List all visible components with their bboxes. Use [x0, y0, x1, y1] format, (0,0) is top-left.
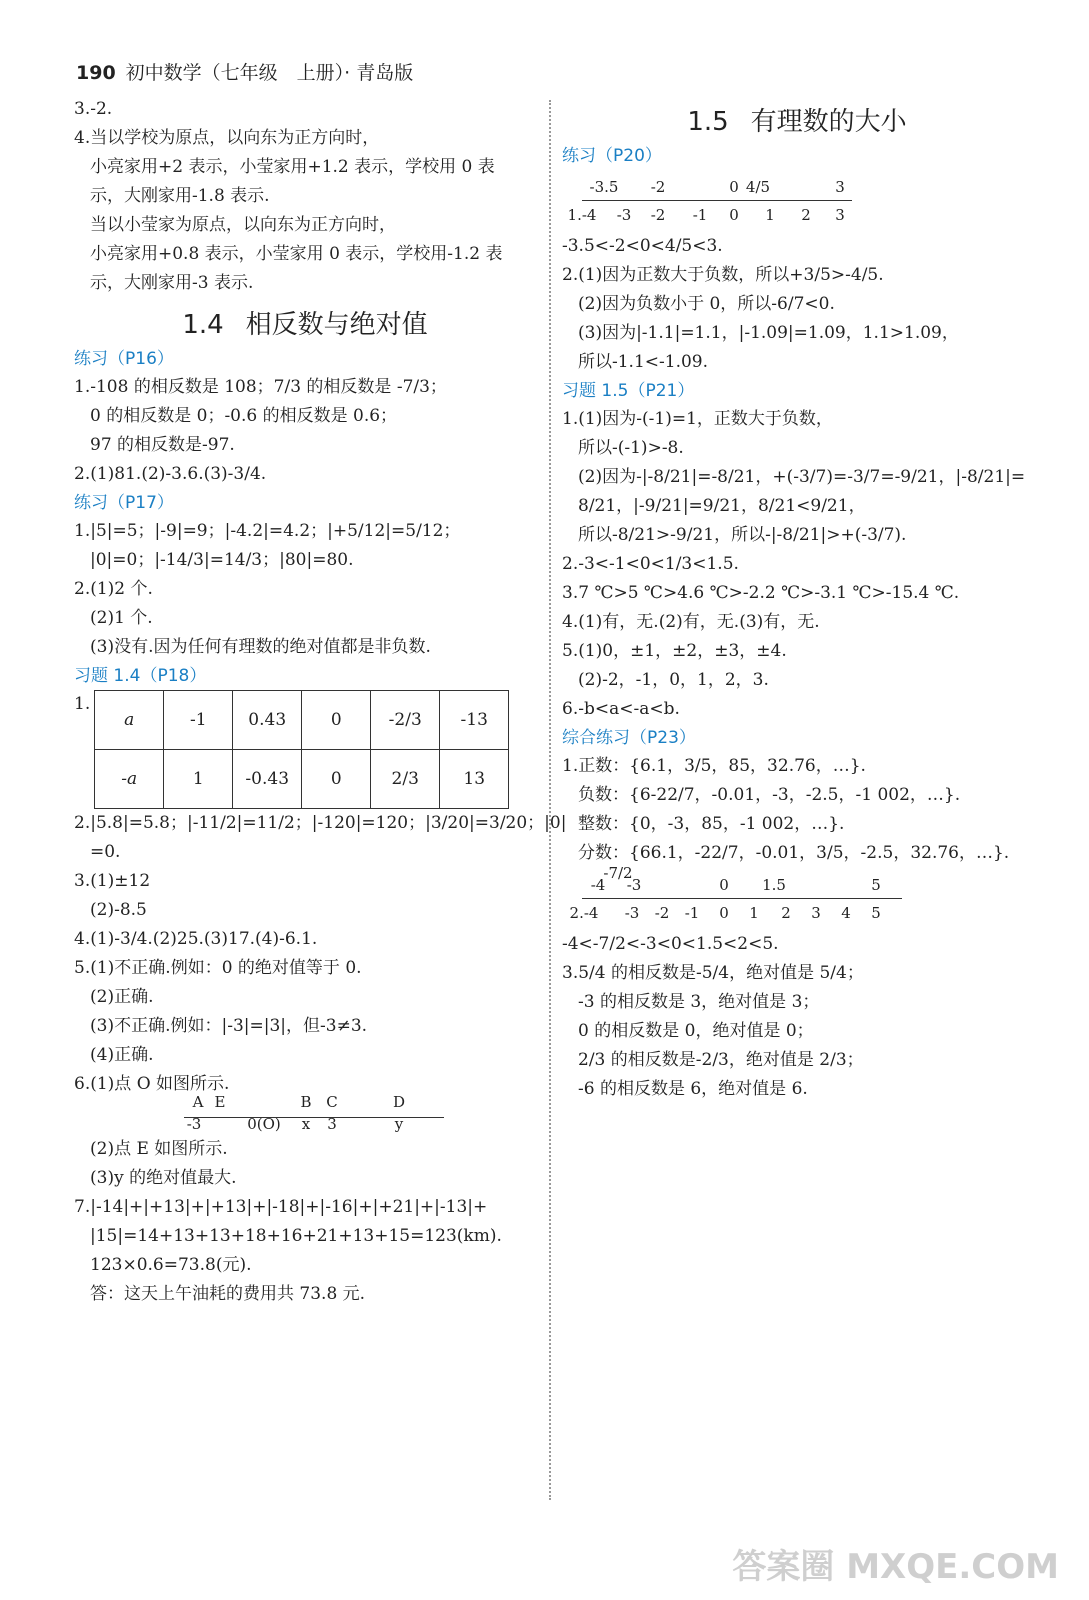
- answer-line: 负数：{6-22/7，-0.01，-3，-2.5，-1 002，…}.: [578, 785, 961, 805]
- answer-block: [74, 124, 536, 298]
- answer-line: 4.(1)-3/4.(2)25.(3)17.(4)-6.1.: [74, 929, 318, 949]
- answer-line: 3.(1)±12: [74, 871, 151, 891]
- answer-block: [74, 373, 536, 489]
- answer-line: 示，大刚家用-3 表示.: [90, 273, 254, 293]
- answer-line: =0.: [90, 842, 121, 862]
- answer-line: (3)没有.因为任何有理数的绝对值都是非负数.: [90, 637, 431, 657]
- exercise-heading: 练习（P20）: [562, 146, 662, 166]
- answer-line: (2)-8.5: [90, 900, 147, 920]
- answer-line: 5.(1)0，±1，±2，±3，±4.: [562, 641, 787, 661]
- answer-line: 2.(1)因为正数大于负数，所以+3/5>-4/5.: [562, 265, 884, 285]
- answer-line: 示，大刚家用-1.8 表示.: [90, 186, 270, 206]
- answer-line: 2.-3<-1<0<1/3<1.5.: [562, 554, 739, 574]
- table-cell: 0.43: [233, 691, 302, 750]
- answer-block: [562, 930, 1032, 1104]
- answer-line: 1.-108 的相反数是 108；7/3 的相反数是 -7/3；: [74, 377, 447, 397]
- answer-line: 7.|-14|+|+13|+|+13|+|-18|+|-16|+|+21|+|-13|+: [74, 1197, 488, 1217]
- exercise-heading: 习题 1.4（P18）: [74, 666, 207, 686]
- answer-line: -6 的相反数是 6，绝对值是 6.: [578, 1079, 808, 1099]
- table-row: [95, 750, 509, 809]
- answer-line: 答：这天上午油耗的费用共 73.8 元.: [90, 1284, 366, 1304]
- answer-table-block: [74, 690, 536, 809]
- answer-line: |15|=14+13+13+18+16+21+13+15=123(km).: [90, 1226, 502, 1246]
- answer-block: [562, 752, 1032, 868]
- number-line: -4 -7/2 -3 0 1.5 5 2.-4 -3 -2 -1 0 1 2 3 4 5: [562, 868, 1032, 930]
- table-cell: a: [95, 691, 164, 750]
- answer-line: 6.(1)点 O 如图所示.: [74, 1074, 230, 1094]
- book-title: 初中数学（七年级 上册）· 青岛版: [125, 62, 414, 84]
- answer-line: 1.(1)因为-(-1)=1，正数大于负数，: [562, 409, 833, 429]
- point-sketch: A E B C D -3 0(O) x 3 y: [74, 1099, 536, 1135]
- exercise-heading: 练习（P16）: [74, 349, 174, 369]
- answer-line: 0 的相反数是 0，绝对值是 0；: [578, 1021, 814, 1041]
- answer-line: 分数：{66.1，-22/7，-0.01，3/5，-2.5，32.76，…}.: [578, 843, 1010, 863]
- answer-line: 2.(1)81.(2)-3.6.(3)-3/4.: [74, 464, 267, 484]
- answer-line: (2)1 个.: [90, 608, 153, 628]
- answer-line: 当以小莹家为原点，以向东为正方向时，: [90, 215, 396, 235]
- answer-line: (2)点 E 如图所示.: [90, 1139, 228, 1159]
- answer-line: 4.(1)有，无.(2)有，无.(3)有，无.: [562, 612, 820, 632]
- answer-line: 1.|5|=5；|-9|=9；|-4.2|=4.2；|+5/12|=5/12；: [74, 521, 461, 541]
- table-cell: -2/3: [371, 691, 440, 750]
- answer-line: 所以-8/21>-9/21，所以-|-8/21|>+(-3/7).: [578, 525, 907, 545]
- answer-line: (3)不正确.例如：|-3|=|3|，但-3≠3.: [90, 1016, 368, 1036]
- table-cell: -0.43: [233, 750, 302, 809]
- answer-line: 1.正数：{6.1，3/5，85，32.76，…}.: [562, 756, 866, 776]
- answer-line: -3 的相反数是 3，绝对值是 3；: [578, 992, 820, 1012]
- answer-line: 123×0.6=73.8(元).: [90, 1255, 252, 1275]
- answer-line: 整数：{0，-3，85，-1 002，…}.: [578, 814, 845, 834]
- answer-line: 小亮家用+2 表示，小莹家用+1.2 表示，学校用 0 表: [90, 157, 495, 177]
- table-label: 1.: [74, 694, 91, 714]
- answer-line: 97 的相反数是-97.: [90, 435, 235, 455]
- answer-line: 所以-1.1<-1.09.: [578, 352, 709, 372]
- answer-line: 3.5/4 的相反数是-5/4，绝对值是 5/4；: [562, 963, 864, 983]
- page-number: 190: [76, 62, 116, 84]
- table-cell: -1: [164, 691, 233, 750]
- answer-line: 小亮家用+0.8 表示，小莹家用 0 表示，学校用-1.2 表: [90, 244, 503, 264]
- exercise-heading: 习题 1.5（P21）: [562, 381, 695, 401]
- table-cell: -a: [95, 750, 164, 809]
- answer-line: 2.(1)2 个.: [74, 579, 153, 599]
- answer-block: [74, 809, 567, 1099]
- answer-line: (4)正确.: [90, 1045, 154, 1065]
- answer-line: 2.|5.8|=5.8；|-11/2|=11/2；|-120|=120；|3/20|=3/20；|0|: [74, 813, 567, 833]
- answer-line: (2)因为负数小于 0，所以-6/7<0.: [578, 294, 835, 314]
- answer-line: 4.当以学校为原点，以向东为正方向时，: [74, 128, 380, 148]
- table-cell: 0: [302, 750, 371, 809]
- section-title: 1.4 相反数与绝对值: [182, 310, 428, 340]
- answer-line: 0 的相反数是 0；-0.6 的相反数是 0.6；: [90, 406, 398, 426]
- answer-block: [562, 405, 1032, 724]
- table-cell: 2/3: [371, 750, 440, 809]
- number-line: -3.5 -2 0 4/5 3 1.-4 -3 -2 -1 0 1 2 3: [562, 170, 1032, 232]
- watermark: 答案圈 MXQE.COM: [732, 1547, 1059, 1587]
- table-cell: 0: [302, 691, 371, 750]
- answer-line: (3)y 的绝对值最大.: [90, 1168, 237, 1188]
- exercise-heading: 综合练习（P23）: [562, 728, 696, 748]
- table-cell: -13: [440, 691, 509, 750]
- answer-block: [74, 1135, 536, 1309]
- answer-line: -4<-7/2<-3<0<1.5<2<5.: [562, 934, 779, 954]
- answer-line: 5.(1)不正确.例如：0 的绝对值等于 0.: [74, 958, 362, 978]
- answer-line: 3.7 ℃>5 ℃>4.6 ℃>-2.2 ℃>-3.1 ℃>-15.4 ℃.: [562, 583, 960, 603]
- answer-line: 3.-2.: [74, 99, 113, 119]
- opposite-table: [94, 690, 509, 809]
- answer-line: -3.5<-2<0<4/5<3.: [562, 236, 723, 256]
- answer-block: [562, 232, 1032, 377]
- exercise-heading: 练习（P17）: [74, 493, 174, 513]
- answer-line: 2/3 的相反数是-2/3，绝对值是 2/3；: [578, 1050, 864, 1070]
- section-title: 1.5 有理数的大小: [687, 107, 907, 137]
- answer-line: (2)正确.: [90, 987, 154, 1007]
- table-row: [95, 691, 509, 750]
- answer-line: 所以-(-1)>-8.: [578, 438, 684, 458]
- answer-line: (3)因为|-1.1|=1.1，|-1.09|=1.09，1.1>1.09，: [578, 323, 959, 343]
- answer-line: 6.-b<a<-a<b.: [562, 699, 680, 719]
- table-cell: 13: [440, 750, 509, 809]
- left-column: [74, 95, 567, 1309]
- answer-line: (2)-2，-1，0，1，2，3.: [578, 670, 769, 690]
- answer-block: [74, 517, 536, 662]
- answer-line: |0|=0；|-14/3|=14/3；|80|=80.: [90, 550, 354, 570]
- answer-line: (2)因为-|-8/21|=-8/21，+(-3/7)=-3/7=-9/21，|-8/21|=: [578, 467, 1026, 487]
- answer-line: 8/21，|-9/21|=9/21，8/21<9/21，: [578, 496, 866, 516]
- table-cell: 1: [164, 750, 233, 809]
- column-divider: [549, 100, 551, 1500]
- right-column: [562, 95, 1032, 1104]
- page-header: [76, 58, 413, 85]
